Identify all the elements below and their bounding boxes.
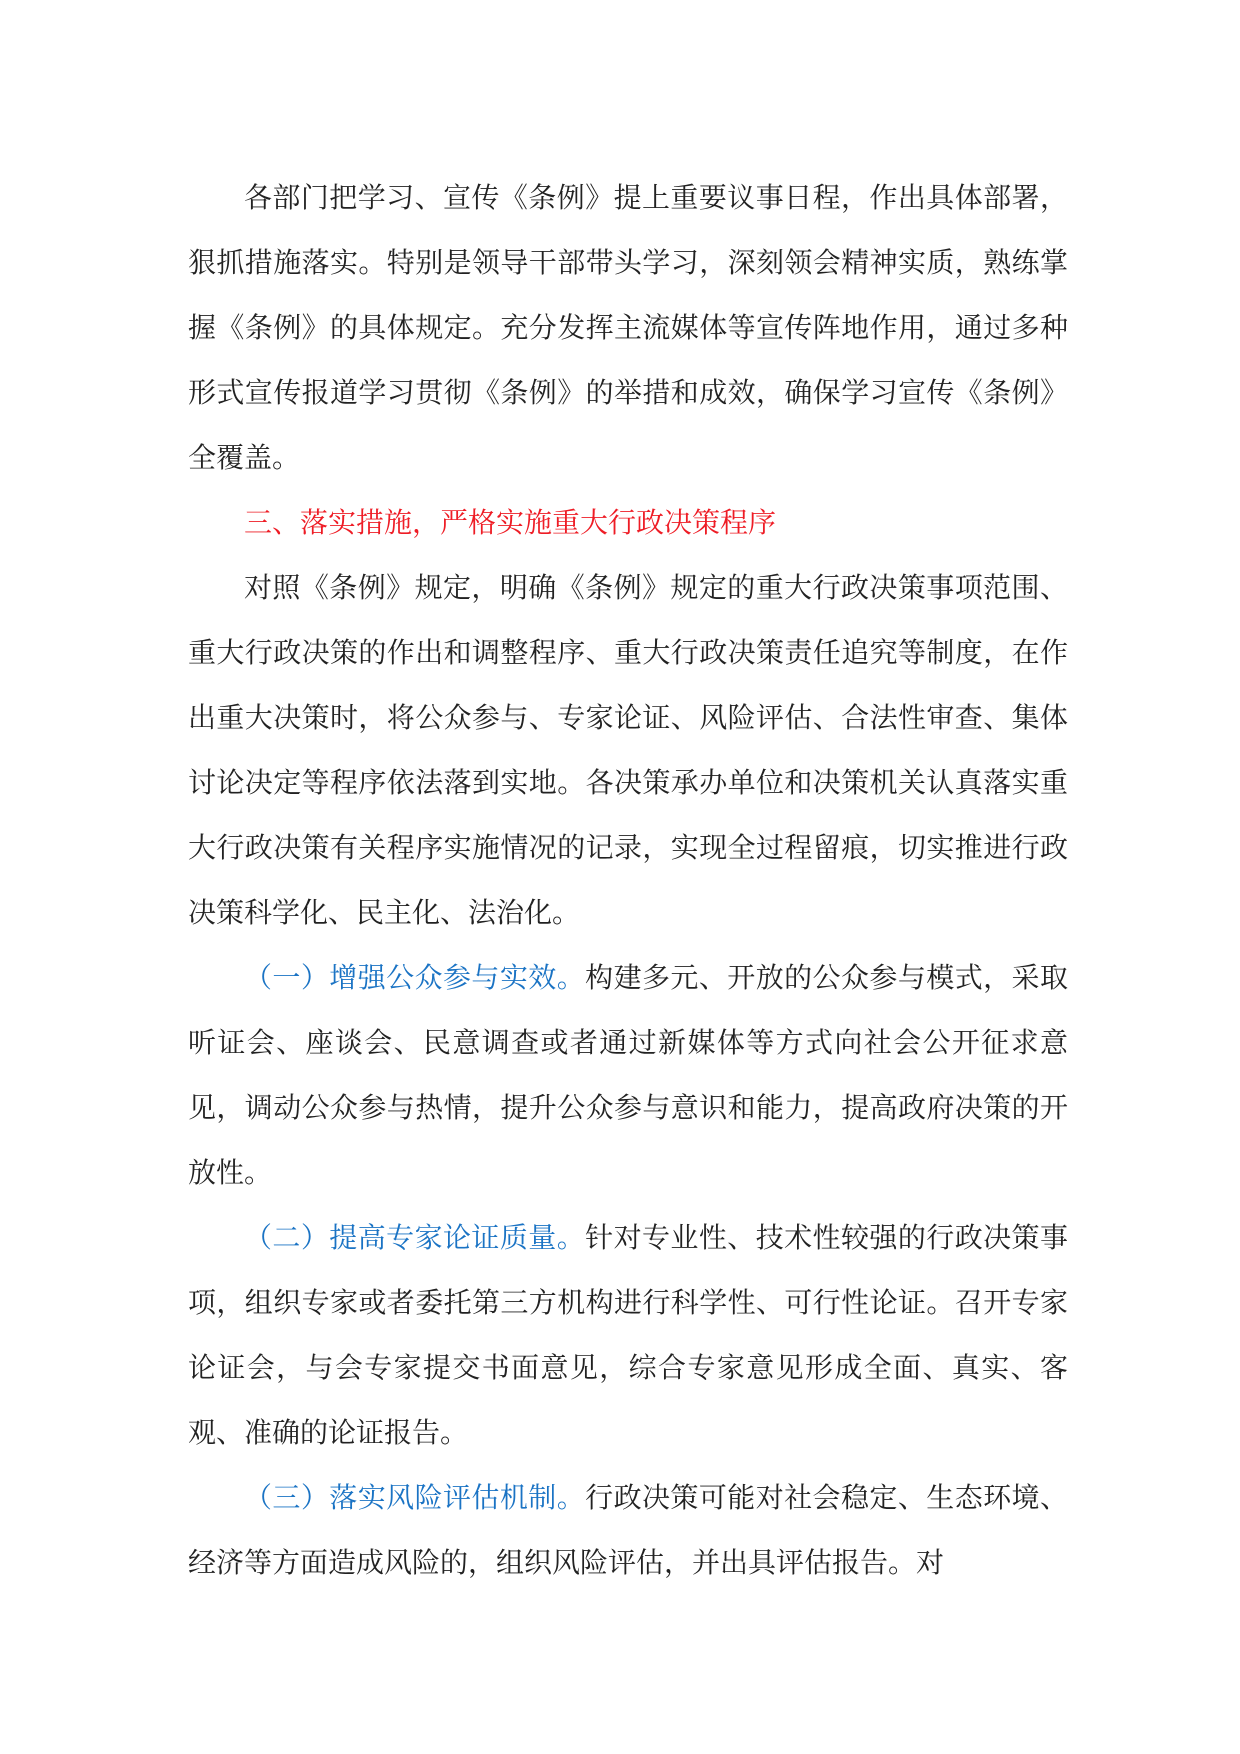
subsection-body: 构建多元、开放的公众参与模式，采取听证会、座谈会、民意调查或者通过新媒体等方式向社会公开征求意见，调动公众参与热情，提升公众参与意识和能力，提高政府决策的开放性。 bbox=[188, 961, 1068, 1189]
subsection-public-participation bbox=[188, 945, 1068, 1205]
paragraph-text: 各部门把学习、宣传《条例》提上重要议事日程，作出具体部署，狠抓措施落实。特别是领导干部带头学习，深刻领会精神实质，熟练掌握《条例》的具体规定。充分发挥主流媒体等宣传阵地作用，通过多种形式宣传报道学习贯彻《条例》的举措和成效，确保学习宣传《条例》全覆盖。 bbox=[188, 181, 1068, 474]
section-heading-3 bbox=[188, 490, 1068, 555]
paragraph-procedures bbox=[188, 555, 1068, 945]
subsection-expert-review bbox=[188, 1205, 1068, 1465]
subsection-lead: （二）提高专家论证质量。 bbox=[244, 1221, 586, 1254]
subsection-body: 行政决策可能对社会稳定、生态环境、经济等方面造成风险的，组织风险评估，并出具评估报告。对 bbox=[188, 1481, 1068, 1579]
heading-text: 三、落实措施，严格实施重大行政决策程序 bbox=[244, 506, 777, 539]
subsection-lead: （一）增强公众参与实效。 bbox=[244, 961, 586, 994]
document-page bbox=[188, 165, 1068, 1595]
subsection-lead: （三）落实风险评估机制。 bbox=[244, 1481, 586, 1514]
subsection-body: 针对专业性、技术性较强的行政决策事项，组织专家或者委托第三方机构进行科学性、可行性论证。召开专家论证会，与会专家提交书面意见，综合专家意见形成全面、真实、客观、准确的论证报告。 bbox=[188, 1221, 1068, 1449]
paragraph-text: 对照《条例》规定，明确《条例》规定的重大行政决策事项范围、重大行政决策的作出和调整程序、重大行政决策责任追究等制度，在作出重大决策时，将公众参与、专家论证、风险评估、合法性审查、集体讨论决定等程序依法落到实地。各决策承办单位和决策机关认真落实重大行政决策有关程序实施情况的记录，实现全过程留痕，切实推进行政决策科学化、民主化、法治化。 bbox=[188, 571, 1068, 929]
subsection-risk-assessment bbox=[188, 1465, 1068, 1595]
paragraph-publicity bbox=[188, 165, 1068, 490]
